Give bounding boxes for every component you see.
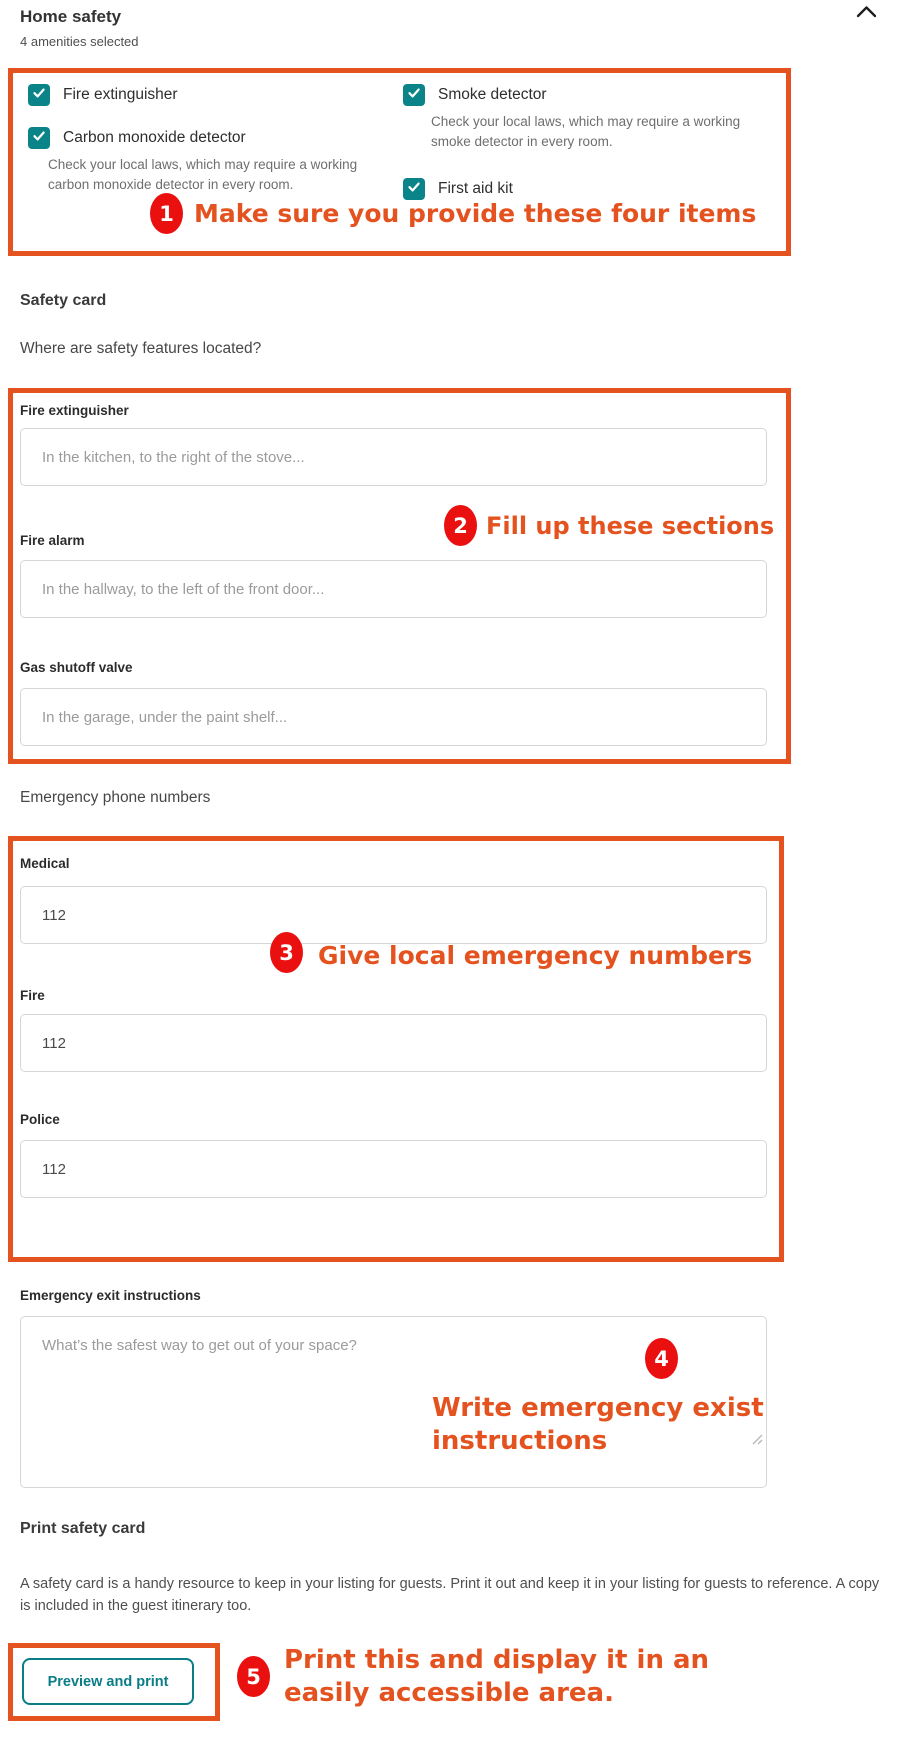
amenity-label: Carbon monoxide detector	[63, 129, 246, 146]
annotation-marker-5: 5	[237, 1656, 270, 1697]
check-icon	[407, 86, 421, 104]
fire-alarm-location-input[interactable]	[20, 560, 767, 618]
amenity-fire-extinguisher[interactable]	[28, 84, 178, 106]
annotation-text-1: Make sure you provide these four items	[194, 199, 757, 228]
amenity-smoke-detector[interactable]	[403, 84, 547, 106]
annotation-text-4: Write emergency exist instructions	[432, 1393, 764, 1456]
amenities-selected-count: 4 amenities selected	[20, 34, 139, 49]
checkbox-checked[interactable]	[403, 84, 425, 106]
amenity-label: Smoke detector	[438, 86, 547, 103]
preview-and-print-button[interactable]: Preview and print	[22, 1658, 194, 1705]
check-icon	[32, 86, 46, 104]
page-title: Home safety	[20, 7, 122, 26]
amenity-label: First aid kit	[438, 180, 513, 197]
print-safety-card-description: A safety card is a handy resource to keep in your listing for guests. Print it out and keep it in your listing for guests to reference. A copy is included in the guest itinerary too.	[20, 1576, 880, 1614]
medical-number-input[interactable]	[20, 886, 767, 944]
police-number-input[interactable]	[20, 1140, 767, 1198]
chevron-up-icon	[855, 7, 878, 22]
check-icon	[32, 129, 46, 147]
check-icon	[407, 180, 421, 198]
annotation-text-3: Give local emergency numbers	[318, 941, 753, 970]
gas-shutoff-location-label: Gas shutoff valve	[20, 660, 133, 675]
fire-number-input[interactable]	[20, 1014, 767, 1072]
amenity-help-text: Check your local laws, which may require a working carbon monoxide detector in every room.	[48, 157, 358, 193]
collapse-section-button[interactable]	[853, 2, 880, 24]
emergency-numbers-heading: Emergency phone numbers	[20, 789, 211, 806]
amenity-help-text: Check your local laws, which may require a working smoke detector in every room.	[431, 114, 741, 150]
annotation-text-2: Fill up these sections	[486, 512, 775, 540]
fire-alarm-location-label: Fire alarm	[20, 533, 85, 548]
amenity-first-aid-kit[interactable]	[403, 178, 513, 200]
exit-instructions-label: Emergency exit instructions	[20, 1288, 201, 1303]
checkbox-checked[interactable]	[28, 127, 50, 149]
fire-extinguisher-location-label: Fire extinguisher	[20, 403, 129, 418]
print-safety-card-heading: Print safety card	[20, 1520, 146, 1537]
amenity-label: Fire extinguisher	[63, 86, 178, 103]
amenity-carbon-monoxide-detector[interactable]	[28, 127, 246, 149]
safety-features-question: Where are safety features located?	[20, 340, 262, 357]
annotation-text-5: Print this and display it in an easily accessible area.	[284, 1645, 710, 1708]
medical-number-label: Medical	[20, 856, 70, 871]
safety-card-heading: Safety card	[20, 292, 107, 309]
police-number-label: Police	[20, 1112, 60, 1127]
checkbox-checked[interactable]	[403, 178, 425, 200]
annotation-marker-1: 1	[150, 193, 183, 234]
annotation-marker-4: 4	[645, 1338, 678, 1379]
fire-number-label: Fire	[20, 988, 45, 1003]
annotation-marker-2: 2	[444, 505, 477, 546]
annotation-marker-3: 3	[270, 932, 303, 973]
gas-shutoff-location-input[interactable]	[20, 688, 767, 746]
checkbox-checked[interactable]	[28, 84, 50, 106]
fire-extinguisher-location-input[interactable]	[20, 428, 767, 486]
